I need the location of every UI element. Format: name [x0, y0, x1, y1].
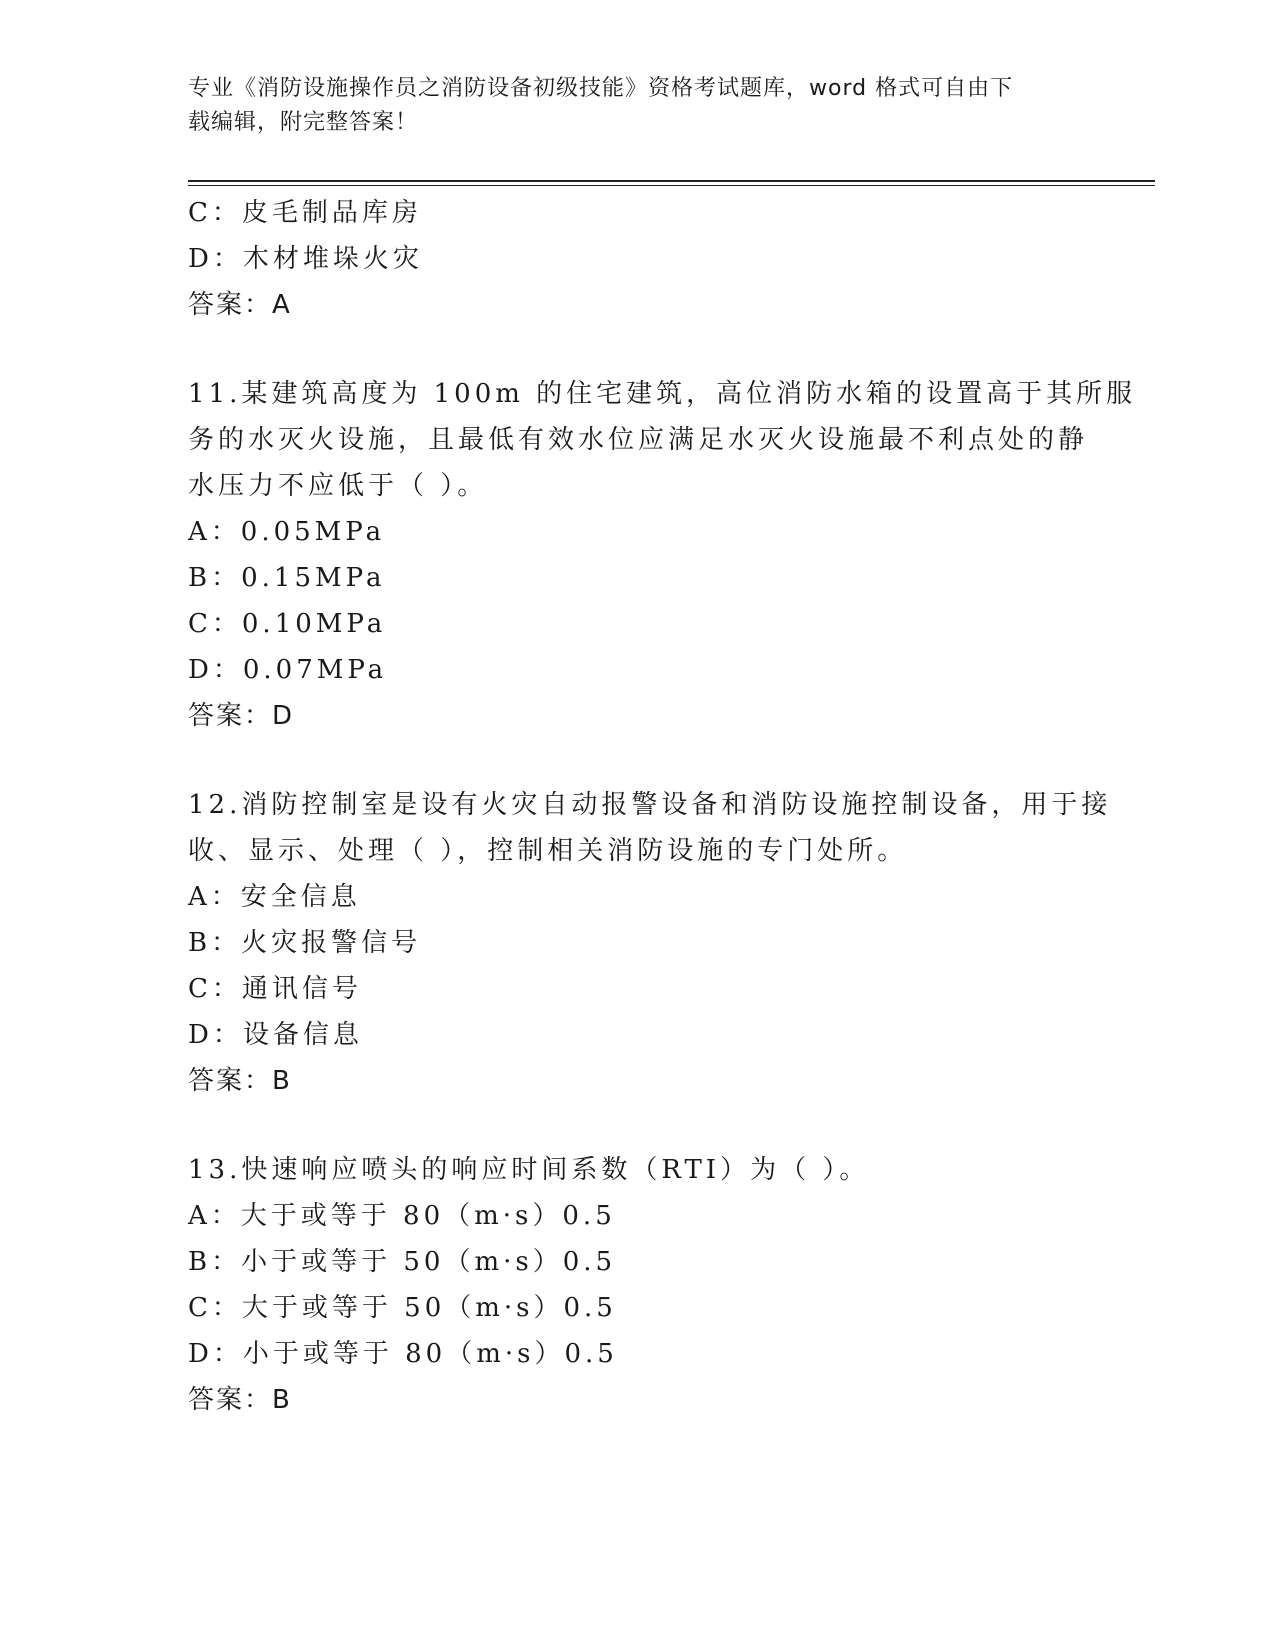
spacer	[188, 328, 1088, 371]
question-stem-line: 11.某建筑高度为 100m 的住宅建筑，高位消防水箱的设置高于其所服	[188, 379, 1137, 409]
option-b: B：0.15MPa	[188, 563, 386, 593]
option-a: A：安全信息	[188, 882, 361, 912]
answer-line: 答案：D	[188, 701, 295, 731]
question-12	[188, 782, 1112, 1104]
question-stem-line: 水压力不应低于（ ）。	[188, 471, 488, 501]
previous-question-tail	[188, 190, 1088, 328]
question-11	[188, 371, 1137, 739]
option-c: C：大于或等于 50（m·s）0.5	[188, 1293, 617, 1323]
option-d: D：小于或等于 80（m·s）0.5	[188, 1339, 618, 1369]
answer-line: 答案：A	[188, 290, 292, 320]
question-stem-line: 12.消防控制室是设有火灾自动报警设备和消防设施控制设备，用于接	[188, 790, 1112, 820]
document-header	[188, 72, 1088, 140]
option-c: C：0.10MPa	[188, 609, 387, 639]
question-stem-line: 收、显示、处理（ ），控制相关消防设施的专门处所。	[188, 836, 908, 866]
question-13	[188, 1147, 1088, 1423]
option-d: D：设备信息	[188, 1020, 363, 1050]
header-line-2: 载编辑，附完整答案！	[188, 110, 419, 135]
option-c: C：通讯信号	[188, 974, 362, 1004]
answer-line: 答案：B	[188, 1385, 292, 1415]
spacer	[188, 1104, 1088, 1147]
option-a: A：0.05MPa	[188, 517, 386, 547]
option-b: B：小于或等于 50（m·s）0.5	[188, 1247, 617, 1277]
header-rule-thick	[188, 180, 1155, 182]
option-b: B：火灾报警信号	[188, 928, 422, 958]
header-rule-thin	[188, 185, 1155, 186]
header-line-1: 专业《消防设施操作员之消防设备初级技能》资格考试题库，word 格式可自由下	[188, 76, 1014, 101]
option-d: D：木材堆垛火灾	[188, 244, 423, 274]
option-c: C：皮毛制品库房	[188, 198, 422, 228]
answer-line: 答案：B	[188, 1066, 292, 1096]
option-d: D：0.07MPa	[188, 655, 388, 685]
question-stem-line: 13.快速响应喷头的响应时间系数（RTI）为（ ）。	[188, 1155, 870, 1185]
document-body	[188, 190, 1137, 1423]
question-stem-line: 务的水灭火设施，且最低有效水位应满足水灭火设施最不利点处的静	[188, 425, 1089, 455]
option-a: A：大于或等于 80（m·s）0.5	[188, 1201, 616, 1231]
spacer	[188, 739, 1088, 782]
